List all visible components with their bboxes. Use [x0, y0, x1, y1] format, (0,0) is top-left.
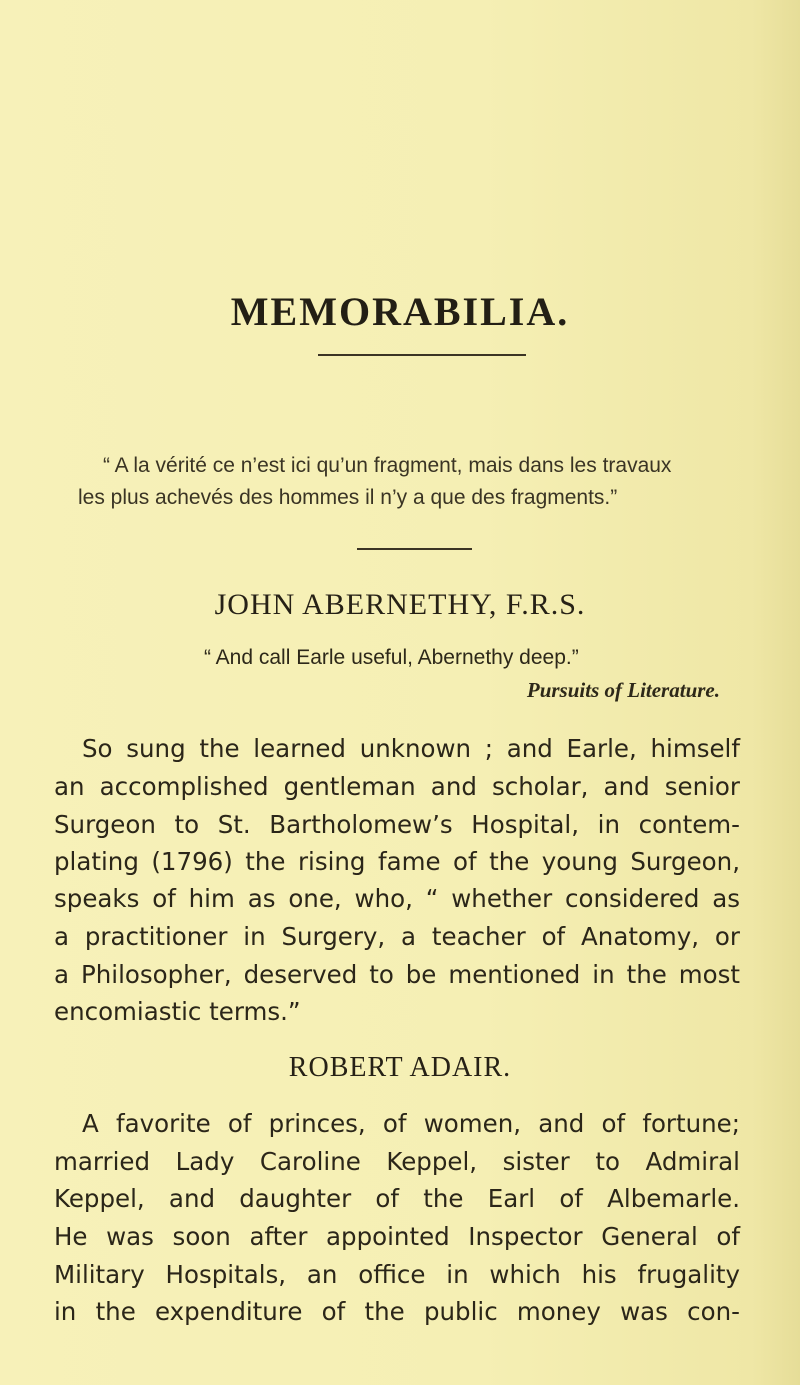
epigraph-line-2: les plus achevés des hommes il n’y a que des fragments.”: [78, 486, 618, 509]
section1-line: plating (1796) the rising fame of the young Surgeon,: [54, 847, 740, 876]
section1-line: speaks of him as one, who, “ whether considered as: [54, 884, 740, 913]
section1-line: encomiastic terms.”: [54, 997, 301, 1026]
section2-line: A favorite of princes, of women, and of fortune;: [82, 1109, 740, 1138]
section2-line: Keppel, and daughter of the Earl of Albemarle.: [54, 1184, 740, 1213]
section-heading-adair: ROBERT ADAIR.: [288, 1052, 512, 1083]
title-rule: [318, 354, 526, 356]
section1-line: a practitioner in Surgery, a teacher of Anatomy, or: [54, 922, 740, 951]
section1-line: Surgeon to St. Bartholomew’s Hospital, in contem-: [54, 810, 740, 839]
epigraph-line-1: “ A la vérité ce n’est ici qu’un fragment, mais dans les travaux: [103, 454, 672, 477]
section-heading-abernethy: JOHN ABERNETHY, F.R.S.: [214, 588, 586, 621]
section2-line: He was soon after appointed Inspector General of: [54, 1222, 740, 1251]
section2-line: Military Hospitals, an office in which his frugality: [54, 1260, 740, 1289]
section2-line: married Lady Caroline Keppel, sister to Admiral: [54, 1147, 740, 1176]
epigraph-rule: [357, 548, 472, 550]
page-title: MEMORABILIA.: [230, 289, 570, 334]
section1-attribution: Pursuits of Literature.: [526, 678, 720, 702]
section1-line: an accomplished gentleman and scholar, and senior: [54, 772, 740, 801]
section1-quote: “ And call Earle useful, Abernethy deep.”: [204, 646, 579, 669]
section2-line: in the expenditure of the public money was con-: [54, 1297, 740, 1326]
section1-line: a Philosopher, deserved to be mentioned in the most: [54, 960, 740, 989]
section1-line: So sung the learned unknown ; and Earle, himself: [82, 734, 740, 763]
